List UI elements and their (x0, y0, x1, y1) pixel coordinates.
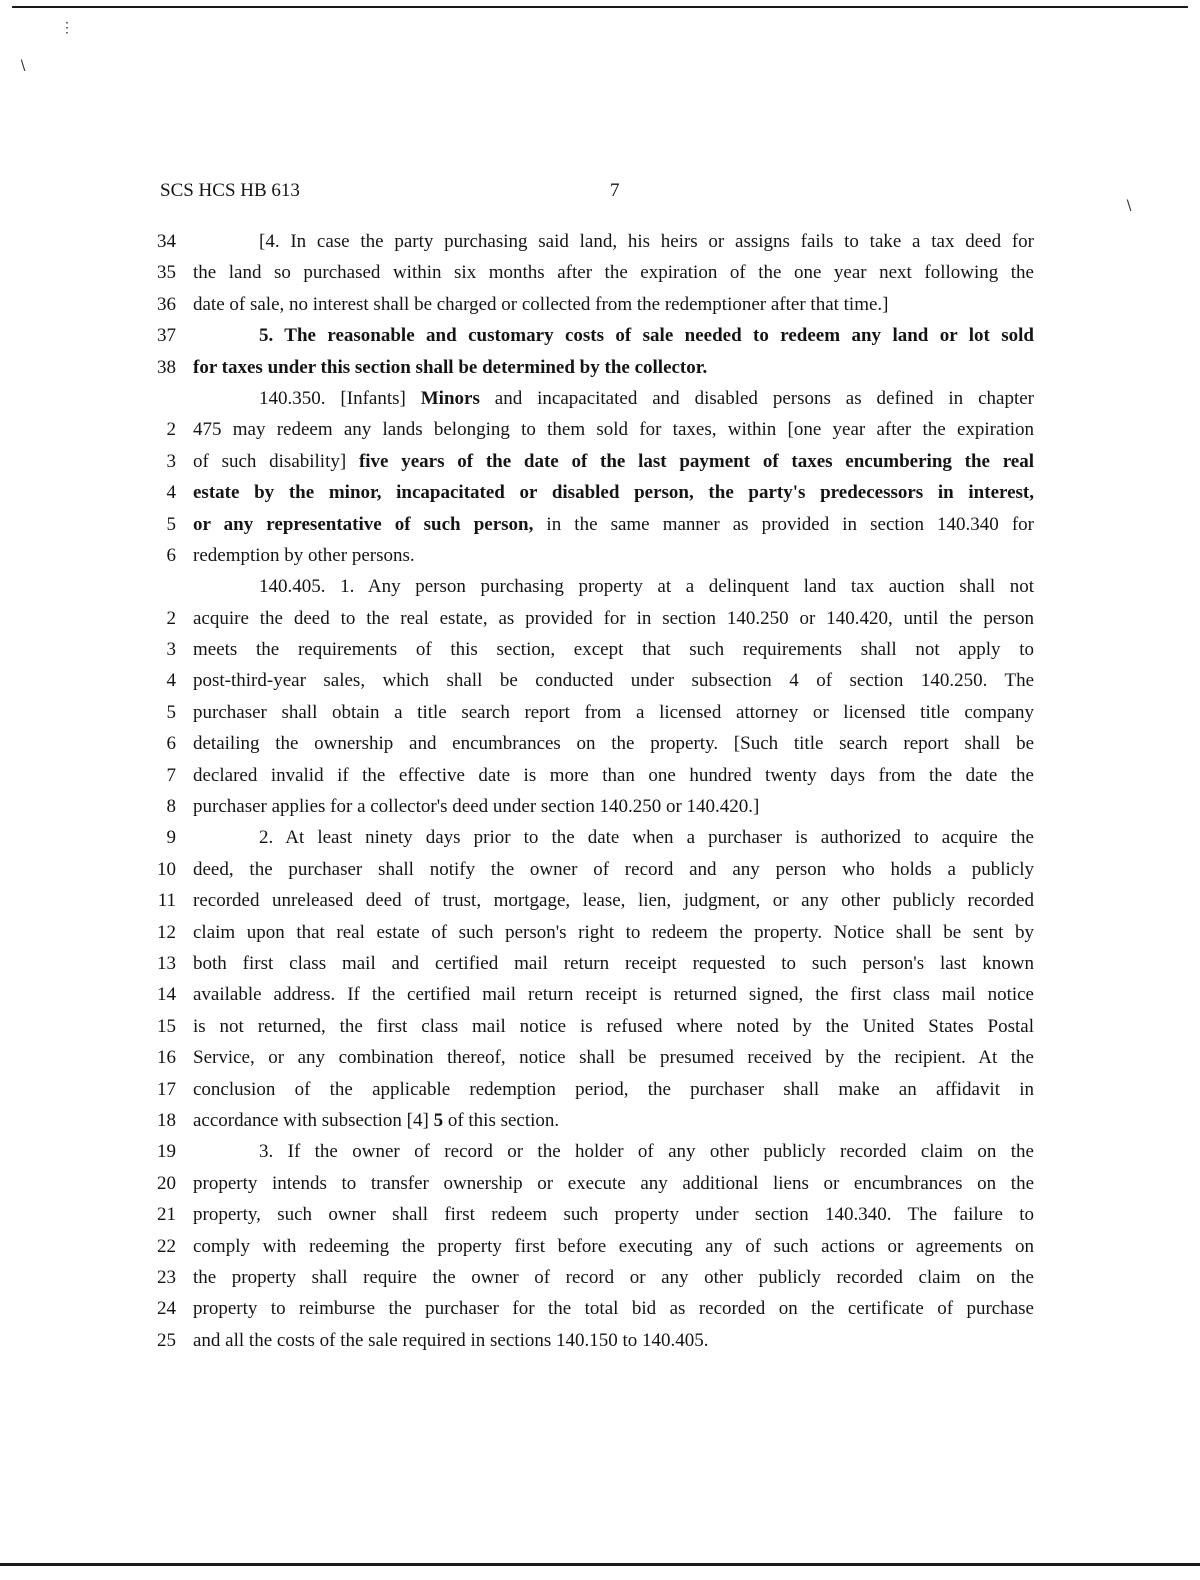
line-number: 10 (157, 858, 176, 880)
line-number: 9 (166, 827, 176, 849)
text-line (140, 728, 1040, 759)
line-text (193, 446, 1034, 477)
line-number: 35 (157, 262, 176, 284)
line-text (193, 979, 1034, 1010)
text-line (140, 540, 1040, 571)
line-number: 6 (166, 733, 176, 755)
line-number: 6 (166, 544, 176, 566)
text-segment: and incapacitated and disabled persons as defined in chapter (479, 387, 1034, 409)
bold-inserted-text: 5 (433, 1109, 444, 1131)
line-number: 20 (157, 1172, 176, 1194)
text-segment: is not returned, the first class mail notice is refused where noted by the United States Postal (193, 1015, 1034, 1037)
line-number: 37 (157, 325, 176, 347)
text-line (140, 697, 1040, 728)
line-number: 5 (166, 513, 176, 535)
line-text (193, 948, 1034, 979)
text-segment: deed, the purchaser shall notify the owner of record and any person who holds a publicly (193, 858, 1034, 880)
line-text (193, 1136, 1034, 1167)
line-number: 25 (157, 1329, 176, 1351)
page-number: 7 (610, 180, 620, 201)
text-segment: 140.405. 1. Any person purchasing property at a delinquent land tax auction shall not (259, 576, 1034, 598)
line-text (193, 540, 1034, 571)
scan-speck: ∖ (18, 59, 27, 74)
bold-inserted-text: five years of the date of the last payment of taxes encumbering the real (358, 450, 1035, 472)
top-rule (12, 6, 1188, 8)
text-line (140, 948, 1040, 979)
line-number: 13 (157, 952, 176, 974)
line-text (193, 289, 1034, 320)
line-number: 2 (166, 419, 176, 441)
text-segment: Service, or any combination thereof, notice shall be presumed received by the recipient. At the (193, 1047, 1034, 1069)
line-number: 12 (157, 921, 176, 943)
text-segment: 475 may redeem any lands belonging to them sold for taxes, within [one year after the expiration (193, 419, 1034, 441)
line-text (193, 414, 1034, 445)
line-number: 24 (157, 1298, 176, 1320)
line-text (193, 697, 1034, 728)
text-line (140, 1262, 1040, 1293)
text-line (140, 979, 1040, 1010)
bold-inserted-text: estate by the minor, incapacitated or disabled person, the party's predecessors in interest, (193, 482, 1034, 504)
text-segment: 140.350. [Infants] (259, 387, 421, 409)
text-segment: and all the costs of the sale required in sections 140.150 to 140.405. (193, 1329, 709, 1351)
text-segment: post-third-year sales, which shall be conducted under subsection 4 of section 140.250. The (193, 670, 1034, 692)
text-segment: of such disability] (193, 450, 359, 472)
line-number: 21 (157, 1204, 176, 1226)
line-number: 2 (166, 607, 176, 629)
text-segment: property, such owner shall first redeem such property under section 140.340. The failure to (193, 1204, 1034, 1226)
line-text (193, 885, 1034, 916)
line-text (193, 1042, 1034, 1073)
line-text (193, 509, 1034, 540)
text-line (140, 477, 1040, 508)
text-segment: comply with redeeming the property first before executing any of such actions or agreements on (193, 1235, 1034, 1257)
line-text (193, 665, 1034, 696)
line-text (193, 603, 1034, 634)
line-number: 17 (157, 1078, 176, 1100)
text-line (140, 414, 1040, 445)
text-line (140, 1074, 1040, 1105)
text-segment: conclusion of the applicable redemption period, the purchaser shall make an affidavit in (193, 1078, 1034, 1100)
line-text (193, 1011, 1034, 1042)
text-line (140, 854, 1040, 885)
text-line (140, 791, 1040, 822)
line-text (193, 1199, 1034, 1230)
text-segment: purchaser shall obtain a title search report from a licensed attorney or licensed title company (193, 701, 1034, 723)
line-text (193, 257, 1034, 288)
bill-title: SCS HCS HB 613 (160, 180, 300, 201)
line-text (193, 917, 1034, 948)
text-segment: declared invalid if the effective date is more than one hundred twenty days from the date the (193, 764, 1034, 786)
text-line (140, 226, 1040, 257)
text-line (140, 1231, 1040, 1262)
text-segment: in the same manner as provided in section 140.340 for (533, 513, 1034, 535)
line-text (193, 1262, 1034, 1293)
text-line (140, 1042, 1040, 1073)
text-segment: date of sale, no interest shall be charged or collected from the redemptioner after that time.] (193, 293, 889, 315)
text-line (140, 1105, 1040, 1136)
text-segment: redemption by other persons. (193, 544, 415, 566)
line-number: 7 (166, 764, 176, 786)
line-number: 23 (157, 1266, 176, 1288)
line-number: 3 (166, 450, 176, 472)
line-number: 4 (166, 482, 176, 504)
text-segment: recorded unreleased deed of trust, mortgage, lease, lien, judgment, or any other publicly recorded (193, 890, 1034, 912)
bottom-rule (0, 1563, 1200, 1566)
line-text (193, 383, 1034, 414)
text-line (140, 665, 1040, 696)
text-line (140, 760, 1040, 791)
line-number: 16 (157, 1047, 176, 1069)
bold-inserted-text: for taxes under this section shall be determined by the collector. (193, 356, 708, 378)
line-text (193, 1231, 1034, 1262)
line-number: 36 (157, 293, 176, 315)
text-line (140, 1136, 1040, 1167)
line-text (193, 320, 1034, 351)
text-line (140, 1325, 1040, 1356)
text-line (140, 352, 1040, 383)
text-line (140, 383, 1040, 414)
line-text (193, 854, 1034, 885)
text-segment: claim upon that real estate of such person's right to redeem the property. Notice shall be sent by (193, 921, 1034, 943)
line-text (193, 1074, 1034, 1105)
line-text (193, 1105, 1034, 1136)
text-line (140, 634, 1040, 665)
text-segment: [4. In case the party purchasing said land, his heirs or assigns fails to take a tax deed for (259, 231, 1034, 252)
line-number: 18 (157, 1109, 176, 1131)
text-line (140, 1168, 1040, 1199)
text-segment: accordance with subsection [4] (193, 1109, 434, 1131)
scan-speck: ∖ (1124, 199, 1133, 214)
line-text (193, 760, 1034, 791)
line-text (193, 1168, 1034, 1199)
text-segment: of this section. (443, 1109, 560, 1131)
text-line (140, 1293, 1040, 1324)
text-segment: property intends to transfer ownership or execute any additional liens or encumbrances on the (193, 1172, 1034, 1194)
line-text (193, 728, 1034, 759)
text-line (140, 1199, 1040, 1230)
bold-inserted-text: 5. The reasonable and customary costs of sale needed to redeem any land or lot sold (259, 325, 1034, 347)
text-line (140, 257, 1040, 288)
text-segment: property to reimburse the purchaser for the total bid as recorded on the certificate of purchase (193, 1298, 1034, 1320)
line-number: 4 (166, 670, 176, 692)
line-number: 3 (166, 639, 176, 661)
text-line (140, 822, 1040, 853)
line-number: 38 (157, 356, 176, 378)
line-text (193, 791, 1034, 822)
line-text (193, 477, 1034, 508)
line-number: 5 (166, 701, 176, 723)
text-segment: detailing the ownership and encumbrances on the property. [Such title search report shall be (193, 733, 1034, 755)
line-text (193, 571, 1034, 602)
bill-text (140, 226, 1040, 1356)
text-line (140, 571, 1040, 602)
text-line (140, 320, 1040, 351)
line-number: 19 (157, 1141, 176, 1163)
line-number: 8 (166, 796, 176, 818)
line-number: 14 (157, 984, 176, 1006)
text-line (140, 603, 1040, 634)
line-text (193, 352, 1034, 383)
text-line (140, 509, 1040, 540)
text-line (140, 446, 1040, 477)
line-text (193, 226, 1034, 257)
line-text (193, 1293, 1034, 1324)
line-text (193, 634, 1034, 665)
bold-inserted-text: Minors (420, 387, 480, 409)
text-segment: 3. If the owner of record or the holder of any other publicly recorded claim on the (259, 1141, 1034, 1163)
bold-inserted-text: or any representative of such person, (193, 513, 534, 535)
line-text (193, 1325, 1034, 1356)
line-number: 15 (157, 1015, 176, 1037)
text-line (140, 289, 1040, 320)
text-line (140, 1011, 1040, 1042)
text-segment: available address. If the certified mail return receipt is returned signed, the first class mail notice (193, 984, 1034, 1006)
text-segment: acquire the deed to the real estate, as provided for in section 140.250 or 140.420, until the person (193, 607, 1034, 629)
text-segment: meets the requirements of this section, except that such requirements shall not apply to (193, 639, 1034, 661)
page-header (160, 180, 1040, 208)
text-line (140, 885, 1040, 916)
text-segment: purchaser applies for a collector's deed under section 140.250 or 140.420.] (193, 796, 760, 818)
text-segment: both first class mail and certified mail return receipt requested to such person's last known (193, 952, 1034, 974)
line-number: 11 (157, 890, 176, 912)
line-text (193, 822, 1034, 853)
scan-speck: ⋮ (60, 21, 74, 36)
text-segment: 2. At least ninety days prior to the date when a purchaser is authorized to acquire the (259, 827, 1034, 849)
text-line (140, 917, 1040, 948)
line-number: 34 (157, 231, 176, 252)
text-segment: the land so purchased within six months after the expiration of the one year next following the (193, 262, 1034, 284)
text-segment: the property shall require the owner of record or any other publicly recorded claim on the (193, 1266, 1034, 1288)
line-number: 22 (157, 1235, 176, 1257)
